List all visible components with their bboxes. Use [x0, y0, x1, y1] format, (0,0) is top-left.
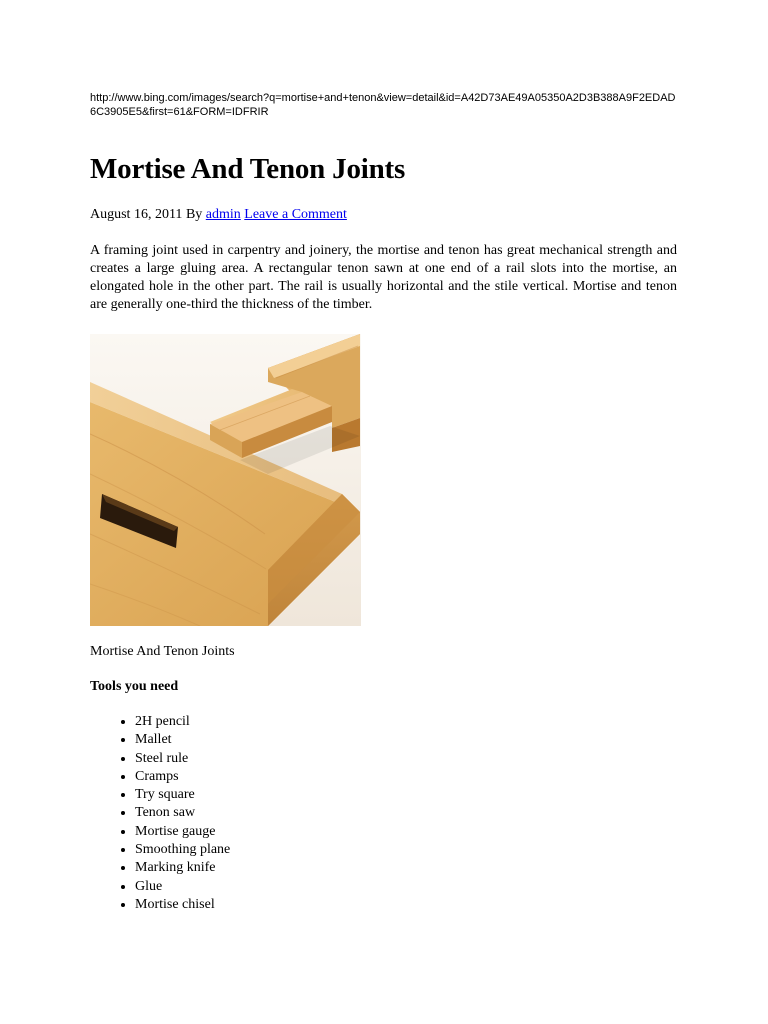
- list-item: • Glue: [135, 878, 677, 896]
- mortise-tenon-illustration: [90, 334, 361, 626]
- list-item: • Steel rule: [135, 750, 677, 768]
- by-label: By: [185, 207, 203, 222]
- list-item: • Mortise gauge: [135, 823, 677, 841]
- article-meta: [90, 206, 677, 223]
- document-page: [90, 92, 677, 914]
- list-item: • Mallet: [135, 731, 677, 749]
- joint-photo: [90, 334, 361, 626]
- list-item: • Smoothing plane: [135, 841, 677, 859]
- list-item: • Tenon saw: [135, 804, 677, 822]
- list-item: • Marking knife: [135, 859, 677, 877]
- list-item: • Cramps: [135, 768, 677, 786]
- image-caption: Mortise And Tenon Joints: [90, 644, 235, 659]
- post-date: August 16, 2011: [90, 207, 183, 222]
- leave-comment-link[interactable]: Leave a Comment: [244, 207, 347, 222]
- author-link[interactable]: admin: [205, 207, 241, 222]
- list-item: • 2H pencil: [135, 713, 677, 731]
- list-item: • Try square: [135, 786, 677, 804]
- tools-heading: Tools you need: [90, 679, 179, 694]
- article-title: Mortise And Tenon Joints: [90, 153, 406, 185]
- tools-list: [90, 713, 677, 914]
- intro-paragraph: A framing joint used in carpentry and joinery, the mortise and tenon has great mechanical strength and creates a large gluing area. A rectangular tenon sawn at one end of a rail slots into the mortise, an elongated hole in the other part. The rail is usually horizontal and the stile vertical. Mortise and tenon are generally one-third the thickness of the timber.: [90, 243, 677, 312]
- source-url: http://www.bing.com/images/search?q=mortise+and+tenon&view=detail&id=A42D73AE49A05350A2D3B388A9F2EDAD6C3905E5&first=61&FORM=IDFRIR: [90, 92, 676, 118]
- list-item: • Mortise chisel: [135, 896, 677, 914]
